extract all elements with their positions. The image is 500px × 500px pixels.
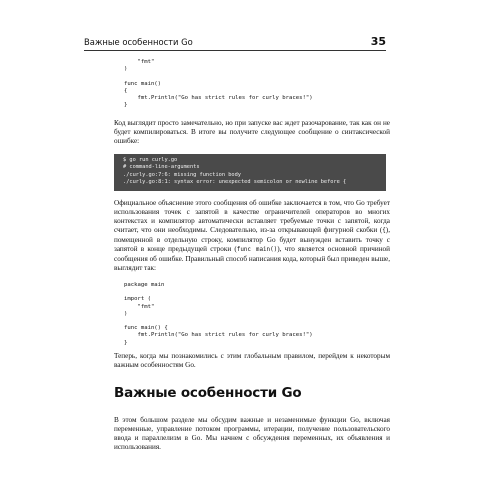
section-heading: Важные особенности Go xyxy=(114,385,302,401)
terminal-output-text: $ go run curly.go # command-line-arguments ./curly.go:7:6: missing function body ./curly.go:8:1: syntax error: unexpected semicolon or newline before { xyxy=(123,157,347,185)
inline-code-func-main: func main() xyxy=(236,247,278,254)
code-block-incorrect: "fmt" ) func main() { fmt.Println("Go has strict rules for curly braces!") } xyxy=(124,59,313,109)
section-intro-paragraph: В этом большом разделе мы обсудим важные и незаменимые функции Go, включая переменные, управление потоком программы, итерации, получение пользовательского ввода и параллелизм в Go. Мы начнем с обсуждения переменных, их объявления и использования. xyxy=(114,416,390,452)
paragraph-error-explanation xyxy=(114,199,390,273)
paragraph-compile-failure: Код выглядит просто замечательно, но при запуске вас ждет разочарование, так как он не будет компилироваться. В итоге вы получите следующее сообщение о синтаксической ошибке: xyxy=(114,119,390,146)
inline-code-brace: { xyxy=(382,228,386,235)
running-title: Важные особенности Go xyxy=(84,37,193,47)
page-number: 35 xyxy=(370,35,386,48)
explanation-text-3: ), что является основной причиной сообщения об ошибке. Правильный способ написания кода, который был приведен выше, выглядит так: xyxy=(114,245,390,273)
header-rule xyxy=(84,50,386,51)
explanation-text-1: Официальное объяснение этого сообщения об ошибке заключается в том, что Go требует использования точек с запятой в качестве ограничителей операторов во многих контекстах и компилятор автоматически вставляет требуемые точки с запятой, когда считает, что они необходимы. Следовательно, из-за открывающей фигурной скобки ( xyxy=(114,199,390,235)
explanation-text-2: ), помещенной в отдельную строку, компилятор Go будет вынужден вставить точку с запятой в конце предыдущей строки ( xyxy=(114,226,390,254)
paragraph-transition: Теперь, когда мы познакомились с этим глобальным правилом, перейдем к некоторым важным особенностям Go. xyxy=(114,352,390,370)
running-head xyxy=(84,37,386,49)
terminal-output-block xyxy=(114,154,386,191)
code-block-correct: package main import ( "fmt" ) func main() { fmt.Println("Go has strict rules for curly braces!") } xyxy=(124,282,313,346)
